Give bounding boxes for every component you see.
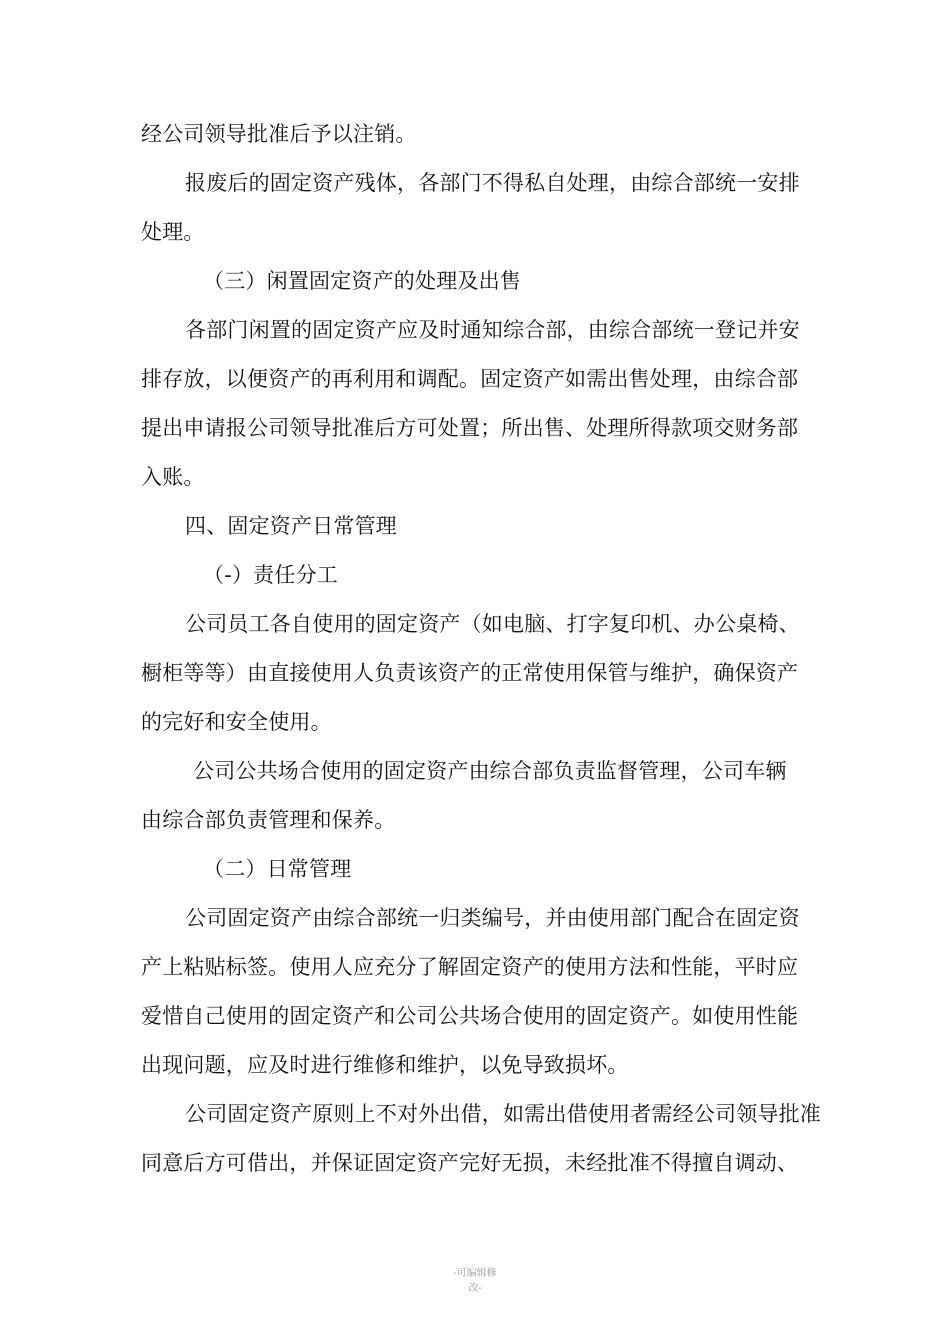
subheading-daily-management: （二）日常管理 (203, 857, 352, 881)
paragraph-scrap-remains: 报废后的固定资产残体，各部门不得私自处理，由综合部统一安排处理。 (141, 171, 800, 244)
paragraph-employee-assets: 公司员工各自使用的固定资产（如电脑、打字复印机、办公桌椅、橱柜等等）由直接使用人负责该资产的正常使用保管与维护，确保资产的完好和安全使用。 (141, 612, 800, 734)
paragraph-continuation: 经公司领导批准后予以注销。 (141, 122, 417, 146)
footer-line-1: -可编辑修 (453, 1268, 497, 1279)
section-heading-daily-management: 四、固定资产日常管理 (185, 514, 397, 538)
paragraph-asset-lending: 公司固定资产原则上不对外出借，如需出借使用者需经公司领导批准同意后方可借出，并保证固定资产完好无损，未经批准不得擅自调动、 (141, 1102, 821, 1175)
subheading-idle-assets: （三）闲置固定资产的处理及出售 (203, 269, 521, 293)
document-body (141, 110, 831, 1188)
page-footer (0, 1266, 950, 1296)
subheading-responsibility: （-）责任分工 (203, 563, 338, 587)
paragraph-asset-labeling: 公司固定资产由综合部统一归类编号，并由使用部门配合在固定资产上粘贴标签。使用人应充分了解固定资产的使用方法和性能，平时应爱惜自己使用的固定资产和公司公共场合使用的固定资产。如使用性能出现问题，应及时进行维修和维护，以免导致损坏。 (141, 906, 800, 1077)
footer-line-2: 改- (468, 1283, 482, 1294)
paragraph-idle-assets: 各部门闲置的固定资产应及时通知综合部，由综合部统一登记并安排存放，以便资产的再利用和调配。固定资产如需出售处理，由综合部提出申请报公司领导批准后方可处置；所出售、处理所得款项交财务部入账。 (141, 318, 800, 489)
paragraph-public-assets: 公司公共场合使用的固定资产由综合部负责监督管理，公司车辆由综合部负责管理和保养。 (141, 759, 787, 832)
